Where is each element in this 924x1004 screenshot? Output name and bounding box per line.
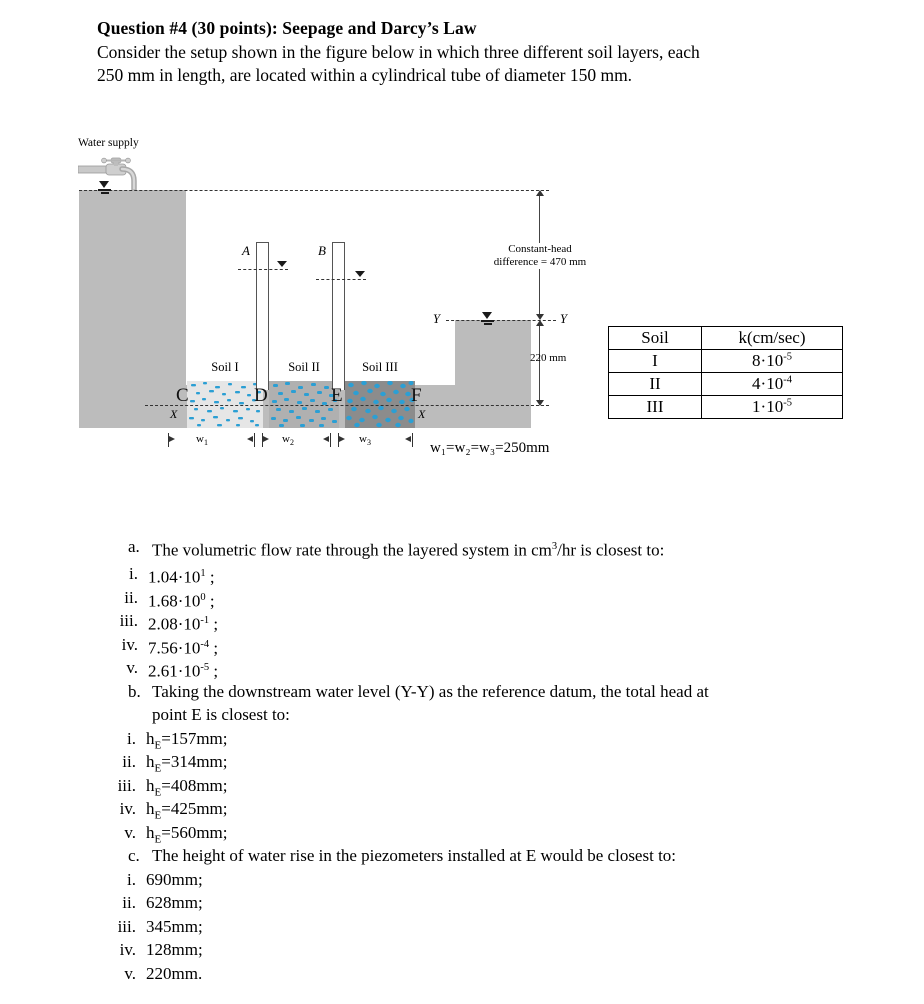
question-b-letter: b.: [128, 681, 141, 701]
w2-arrow-left: [263, 436, 269, 442]
soil-2-label: Soil II: [288, 360, 320, 374]
option-a-i[interactable]: [100, 562, 924, 586]
option-value: 220mm.: [146, 963, 203, 983]
w2-text: w: [282, 433, 290, 445]
option-value: =560mm;: [161, 822, 228, 842]
option-roman: ii.: [122, 893, 136, 913]
option-mantissa: 1.04·10: [148, 567, 201, 587]
option-subscript: E: [154, 739, 162, 752]
option-roman: ii.: [124, 587, 138, 607]
option-tail: ;: [209, 661, 219, 681]
question-a-text-pre: The volumetric flow rate through the layered system in cm: [152, 540, 552, 560]
option-a-iii[interactable]: [100, 609, 924, 633]
upstream-water-table-icon: [99, 181, 111, 194]
option-b-iv[interactable]: [98, 797, 924, 821]
option-tail: ;: [209, 638, 219, 658]
permeability-table: [608, 326, 843, 419]
option-roman: v.: [124, 963, 136, 983]
w3-text: w: [359, 433, 367, 445]
option-c-iii[interactable]: [98, 915, 924, 939]
option-c-v[interactable]: [98, 962, 924, 986]
question-intro-line-1: Consider the setup shown in the figure below in which three different soil layers, each: [97, 42, 700, 62]
w3-arrow-left: [339, 436, 345, 442]
w2-arrow-right: [323, 436, 329, 442]
option-value: 128mm;: [146, 940, 203, 960]
option-value: =157mm;: [161, 728, 228, 748]
question-title: Question #4 (30 points): Seepage and Darcy’s Law: [97, 18, 477, 38]
k-mantissa: 8·10: [752, 351, 784, 370]
question-b-options: [98, 727, 924, 845]
head-dimension-arrow-top: [536, 190, 544, 196]
piezometer-b-water-table-icon: [355, 271, 365, 277]
option-value: 690mm;: [146, 869, 203, 889]
option-roman: iv.: [119, 940, 136, 960]
width-tick-e: [330, 433, 331, 447]
k-exponent: -5: [783, 397, 792, 409]
piezometer-a-water-level: [238, 269, 288, 270]
option-roman: iii.: [117, 775, 136, 795]
option-symbol: h: [146, 775, 155, 795]
option-symbol: h: [146, 752, 155, 772]
k-exponent: -4: [783, 374, 792, 386]
table-cell-k: [702, 373, 843, 396]
datum-x-label-right: X: [418, 407, 426, 421]
w2-sub: 2: [289, 438, 294, 448]
option-mantissa: 1.68·10: [148, 591, 201, 611]
option-symbol: h: [146, 728, 155, 748]
w1-label: [196, 433, 208, 447]
option-mantissa: 2.08·10: [148, 614, 201, 634]
question-a-text-sup: 3: [551, 541, 558, 552]
w1-arrow-left: [169, 436, 175, 442]
option-roman: iv.: [121, 634, 138, 654]
depth-label: 220 mm: [530, 352, 567, 364]
piezometer-b-top: [332, 242, 345, 243]
option-value: =408mm;: [161, 775, 228, 795]
option-a-ii[interactable]: [100, 586, 924, 610]
depth-dimension-arrow-top: [536, 320, 544, 326]
table-cell-soil: II: [609, 373, 702, 396]
datum-y-label-right: Y: [560, 312, 567, 326]
piezometer-b-label: B: [318, 243, 326, 258]
question-a-options: [100, 562, 924, 680]
point-e-label: E: [331, 385, 343, 406]
option-symbol: h: [146, 799, 155, 819]
question-c: [0, 844, 924, 985]
option-subscript: E: [154, 809, 162, 822]
piezometer-a-label: A: [242, 243, 250, 258]
option-value: =314mm;: [161, 752, 228, 772]
width-equation: w₁=w₂=w₃=250mm: [430, 440, 550, 456]
question-c-options: [98, 868, 924, 986]
w2-label: [282, 433, 294, 447]
datum-x-line: [145, 405, 549, 406]
soil-layer-3: [345, 380, 415, 428]
question-a-text-post: /hr is closest to:: [557, 540, 665, 560]
point-f-label: F: [411, 385, 422, 406]
option-c-i[interactable]: [98, 868, 924, 892]
option-symbol: h: [146, 822, 155, 842]
option-exponent: 1: [200, 568, 206, 580]
option-a-iv[interactable]: [100, 633, 924, 657]
w1-sub: 1: [203, 438, 208, 448]
table-cell-soil: III: [609, 396, 702, 419]
soil-layer-2: [269, 380, 339, 428]
point-c-label: C: [176, 385, 189, 406]
width-tick-d: [254, 433, 255, 447]
option-roman: i.: [127, 869, 136, 889]
option-b-ii[interactable]: [98, 750, 924, 774]
option-roman: i.: [129, 564, 138, 584]
option-b-i[interactable]: [98, 727, 924, 751]
option-mantissa: 2.61·10: [148, 661, 201, 681]
option-tail: ;: [205, 591, 215, 611]
option-subscript: E: [154, 833, 162, 846]
option-roman: iii.: [119, 611, 138, 631]
option-exponent: 0: [200, 591, 206, 603]
table-row: [609, 350, 843, 373]
k-mantissa: 4·10: [752, 374, 784, 393]
question-a-text: [152, 535, 824, 562]
table-header-row: [609, 327, 843, 350]
option-roman: ii.: [122, 752, 136, 772]
option-c-ii[interactable]: [98, 891, 924, 915]
question-a-letter: a.: [128, 537, 140, 556]
option-b-v[interactable]: [98, 821, 924, 845]
question-b: [0, 680, 924, 845]
downstream-water-table-icon: [482, 312, 494, 325]
k-exponent: -5: [783, 351, 792, 363]
constant-head-note-line1: Constant-head: [508, 243, 572, 255]
option-a-v[interactable]: [100, 656, 924, 680]
question-b-text: [152, 680, 824, 727]
option-b-iii[interactable]: [98, 774, 924, 798]
piezometer-a-water-table-icon: [277, 261, 287, 267]
datum-x-label-left: X: [170, 407, 178, 421]
piezometer-tube-a: [256, 242, 269, 390]
w3-sub: 3: [366, 438, 371, 448]
option-value: 628mm;: [146, 893, 203, 913]
soil-3-label: Soil III: [362, 360, 398, 374]
table-cell-k: [702, 396, 843, 419]
question-header: [97, 18, 827, 87]
constant-head-note-line2: difference = 470 mm: [493, 256, 587, 268]
table-row: [609, 373, 843, 396]
piezometer-a-top: [256, 242, 269, 243]
question-intro-line-2: 250 mm in length, are located within a cylindrical tube of diameter 150 mm.: [97, 65, 633, 85]
w3-label: [359, 433, 371, 447]
piezometer-tube-b: [332, 242, 345, 390]
piezometer-b-water-level: [316, 279, 366, 280]
option-roman: iii.: [117, 916, 136, 936]
option-tail: ;: [205, 567, 215, 587]
question-b-line-2: point E is closest to:: [152, 705, 290, 725]
table-row: [609, 396, 843, 419]
depth-dimension-arrow-bottom: [536, 400, 544, 406]
table-header-k: k(cm/sec): [702, 327, 843, 350]
datum-y-label-left: Y: [433, 312, 440, 326]
upstream-water-level-line: [79, 190, 549, 191]
question-a: [0, 535, 924, 680]
w1-arrow-right: [247, 436, 253, 442]
option-exponent: -1: [200, 615, 210, 627]
downstream-reservoir: [455, 320, 531, 428]
question-c-letter: c.: [128, 846, 140, 866]
option-value: =425mm;: [161, 799, 228, 819]
water-supply-label: Water supply: [78, 137, 139, 149]
table-cell-k: [702, 350, 843, 373]
table-header-soil: Soil: [609, 327, 702, 350]
option-value: 345mm;: [146, 916, 203, 936]
option-roman: i.: [127, 728, 136, 748]
constant-head-note: [470, 243, 610, 269]
question-b-line-1: Taking the downstream water level (Y-Y) as the reference datum, the total head at: [152, 681, 709, 701]
option-roman: v.: [124, 822, 136, 842]
option-subscript: E: [154, 762, 162, 775]
width-tick-f: [412, 433, 413, 447]
k-mantissa: 1·10: [752, 397, 784, 416]
option-tail: ;: [209, 614, 219, 634]
option-mantissa: 7.56·10: [148, 638, 201, 658]
soil-1-label: Soil I: [211, 360, 239, 374]
questions-list: [0, 535, 924, 985]
w1-text: w: [196, 433, 204, 445]
w3-arrow-right: [405, 436, 411, 442]
question-c-text: The height of water rise in the piezometers installed at E would be closest to:: [152, 846, 677, 866]
table-cell-soil: I: [609, 350, 702, 373]
point-d-label: D: [254, 385, 268, 406]
option-exponent: -4: [200, 638, 210, 650]
option-roman: v.: [126, 658, 138, 678]
option-subscript: E: [154, 786, 162, 799]
option-roman: iv.: [119, 799, 136, 819]
option-exponent: -5: [200, 662, 210, 674]
seepage-diagram: [0, 130, 600, 470]
option-c-iv[interactable]: [98, 938, 924, 962]
soil-layer-1: [187, 380, 263, 428]
